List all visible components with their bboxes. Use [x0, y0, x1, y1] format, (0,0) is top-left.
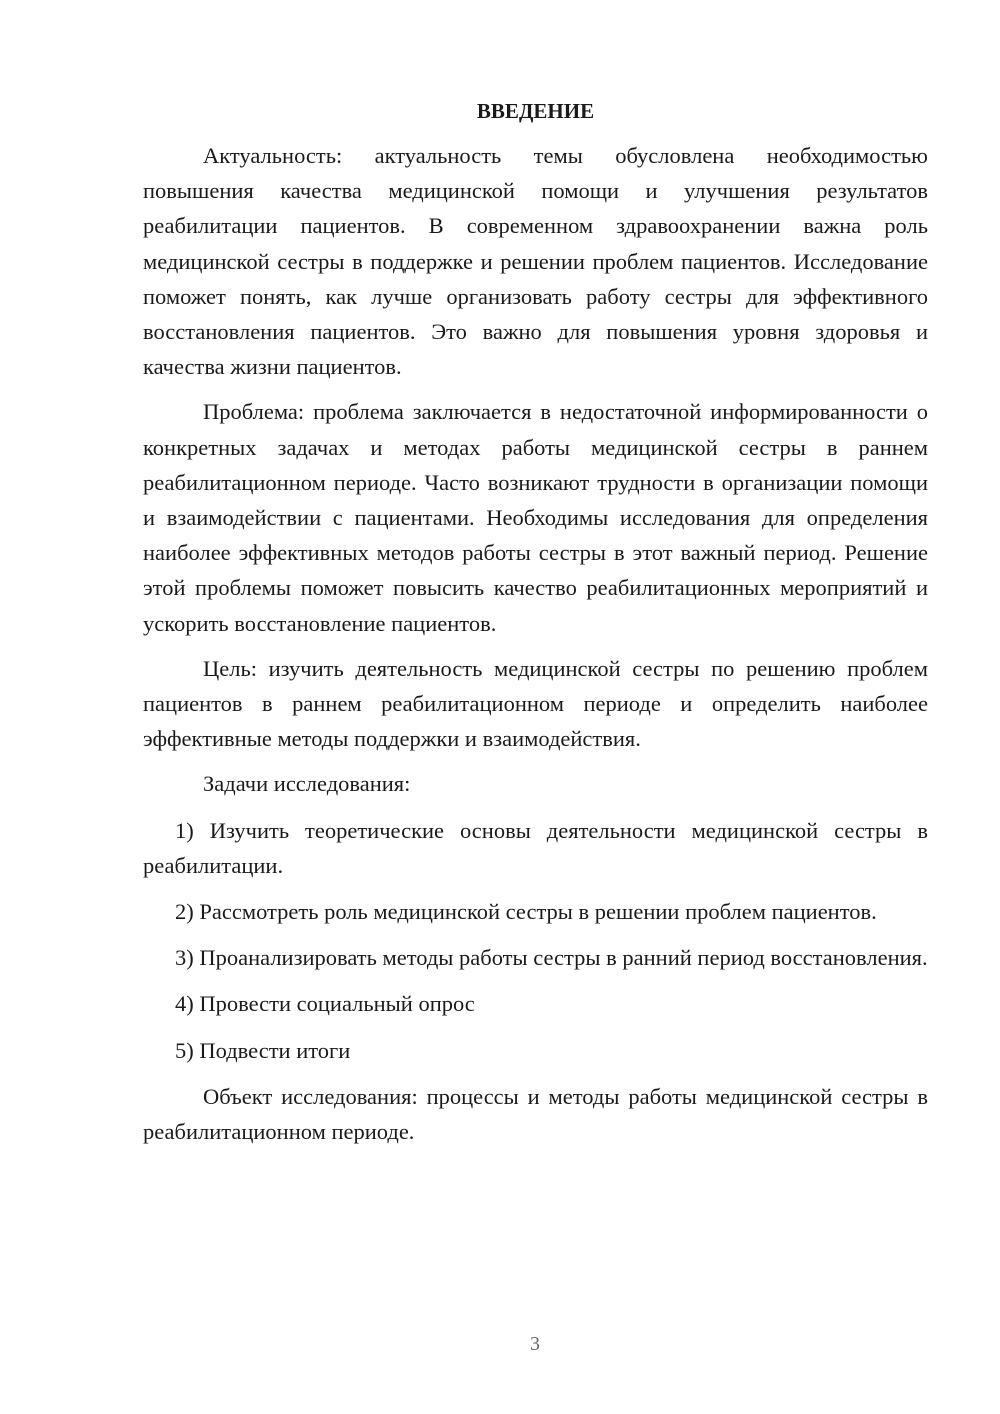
task-item: 3) Проанализировать методы работы сестры в ранний период восстановления. — [175, 945, 928, 971]
task-list — [143, 813, 928, 1068]
tasks-heading: Задачи исследования: — [203, 771, 411, 797]
page-number: 3 — [530, 1333, 540, 1355]
task-item: 5) Подвести итоги — [175, 1037, 351, 1063]
task-item: 1) Изучить теоретические основы деятельности медицинской сестры в реабилитации. — [143, 817, 928, 878]
paragraph-problem: Проблема: проблема заключается в недостаточной информированности о конкретных задачах и методах работы медицинской сестры в раннем реабилитационном периоде. Часто возникают трудности в организации помощи и взаимодействии с пациентами. Необходимы исследования для определения наиболее эффективных методов работы сестры в этот важный период. Решение этой проблемы поможет повысить качество реабилитационных мероприятий и ускорить восстановление пациентов. — [143, 399, 928, 636]
paragraph-object: Объект исследования: процессы и методы работы медицинской сестры в реабилитационном периоде. — [143, 1083, 928, 1145]
paragraph-relevance: Актуальность: актуальность темы обусловлена необходимостью повышения качества медицинской помощи и улучшения результатов реабилитации пациентов. В современном здравоохранении важна роль медицинской сестры в поддержке и решении проблем пациентов. Исследование поможет понять, как лучше организовать работу сестры для эффективного восстановления пациентов. Это важно для повышения уровня здоровья и качества жизни пациентов. — [143, 143, 928, 380]
task-item: 2) Рассмотреть роль медицинской сестры в решении проблем пациентов. — [175, 899, 877, 925]
paragraph-goal: Цель: изучить деятельность медицинской сестры по решению проблем пациентов в раннем реабилитационном периоде и определить наиболее эффективные методы поддержки и взаимодействия. — [143, 655, 928, 752]
document-page — [143, 92, 928, 1159]
section-title: ВВЕДЕНИЕ — [476, 99, 595, 123]
task-item: 4) Провести социальный опрос — [175, 991, 475, 1017]
